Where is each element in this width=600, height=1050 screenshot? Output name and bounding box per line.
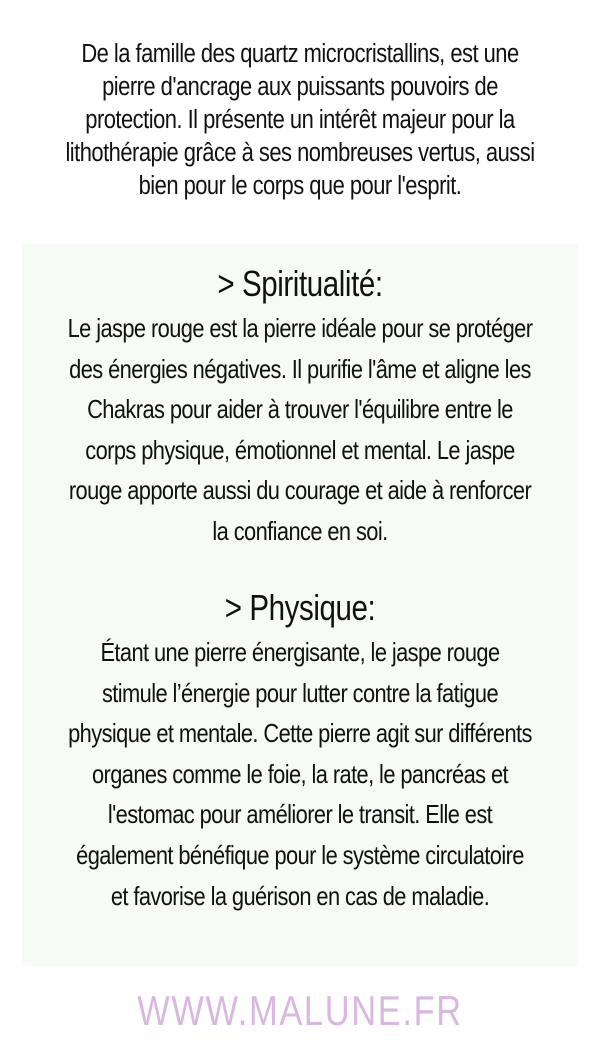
spirituality-heading: > Spiritualité: (217, 263, 383, 304)
physical-heading: > Physique: (224, 587, 376, 628)
intro-paragraph: De la famille des quartz microcristallins, est une pierre d'ancrage aux puissants pouvoirs de protection. Il présente un intérêt majeur pour la lithothérapie grâce à ses nombreuses vertus, aussi bien pour le corps que pour l'esprit. (65, 40, 535, 200)
properties-panel (22, 244, 578, 966)
spirituality-text: Le jaspe rouge est la pierre idéale pour se protéger des énergies négatives. Il purifie l'âme et aligne les Chakras pour aider à trouver l'équilibre entre le corps physique, émotionnel et mental. Le jaspe rouge apporte aussi du courage et aide à renforcer la confiance en soi. (67, 313, 533, 546)
website-footer: WWW.MALUNE.FR (137, 987, 463, 1034)
physical-text: Étant une pierre énergisante, le jaspe rouge stimule l’énergie pour lutter contre la fatigue physique et mentale. Cette pierre agit sur différents organes comme le foie, la rate, le pancréas et l'estomac pour améliorer le transit. Elle est également bénéfique pour le système circulatoire et favorise la guérison en cas de maladie. (68, 637, 532, 911)
